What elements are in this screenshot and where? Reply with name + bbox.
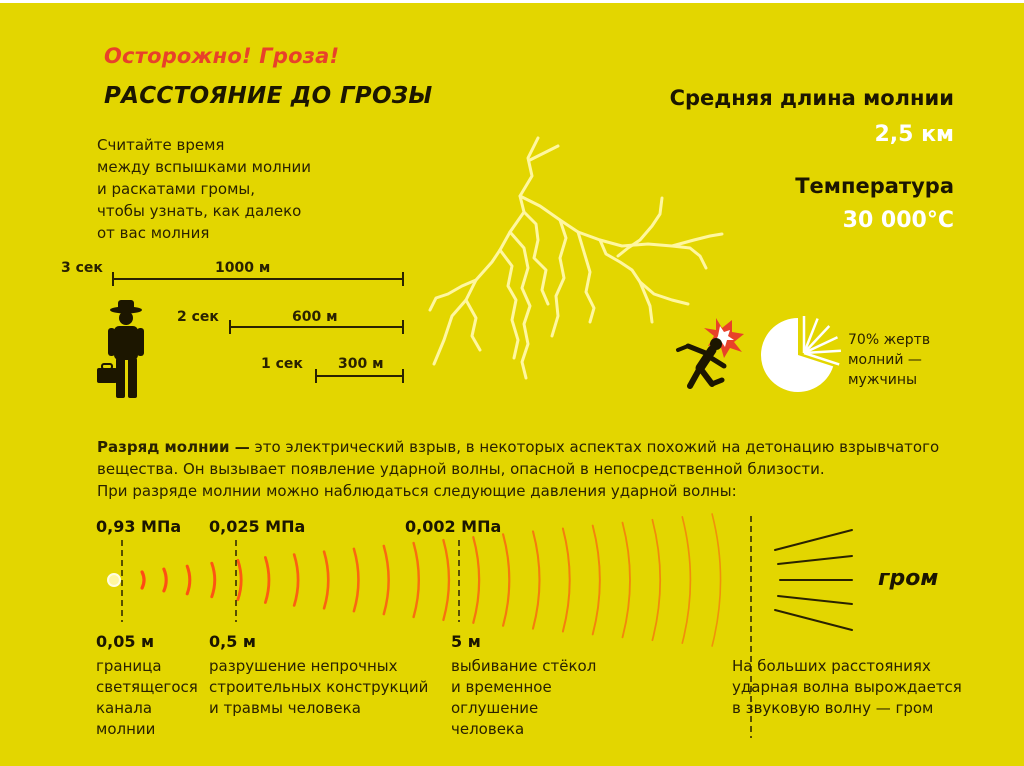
wave-arc [265, 558, 269, 603]
wave-arc [294, 555, 298, 606]
description-line-3: При разряде молнии можно наблюдаться следующие давления ударной волны: [97, 482, 737, 500]
man-icon [97, 300, 144, 398]
shock-wave [108, 514, 852, 738]
victims-line: молний — [848, 352, 922, 368]
wave-arc [503, 534, 509, 625]
distance-scale [113, 272, 403, 383]
lightning-length-value: 2,5 км [874, 122, 954, 147]
wave-arc [354, 549, 359, 611]
wave-arc [682, 517, 690, 643]
wave-arc [187, 566, 190, 594]
thunder-label: гром [878, 566, 939, 591]
note-line: оглушение [451, 699, 539, 717]
page-title: РАССТОЯНИЕ ДО ГРОЗЫ [104, 83, 433, 109]
description-lead: Разряд молнии — [97, 438, 250, 456]
note-line: и травмы человека [209, 699, 361, 717]
wave-arc [443, 540, 449, 620]
wave-arc [238, 560, 241, 599]
pie-slice-men [761, 318, 833, 392]
pie-ray [804, 326, 829, 353]
lightning-bolt [430, 138, 722, 378]
wave-arc [652, 520, 660, 640]
victims-pie-chart [761, 316, 841, 392]
note-line: и временное [451, 678, 552, 696]
note-line: молнии [96, 720, 156, 738]
instructions-line: и раскатами громы, [97, 180, 255, 198]
distance-markers [122, 516, 751, 738]
pressure-0-025: 0,025 МПа [209, 517, 306, 536]
distance-5: 5 м [451, 632, 481, 651]
note-line: в звуковую волну — гром [732, 699, 934, 717]
scale-time-2s: 2 сек [177, 309, 219, 325]
pressure-0-93: 0,93 МПа [96, 517, 182, 536]
note-line: человека [451, 720, 525, 738]
wave-arc [212, 563, 215, 596]
wave-arcs [142, 514, 720, 646]
note-line: На больших расстояниях [732, 657, 931, 675]
scale-distance-600m: 600 м [292, 309, 338, 325]
note-line: строительных конструкций [209, 678, 429, 696]
wave-arc [623, 523, 631, 638]
instructions-line: чтобы узнать, как далеко [97, 202, 302, 220]
instructions-line: от вас молния [97, 224, 210, 242]
distance-0-5: 0,5 м [209, 632, 256, 651]
instructions-line: Считайте время [97, 136, 225, 154]
wave-arc [563, 529, 570, 632]
note-line: ударная волна вырождается [732, 678, 962, 696]
note-line: канала [96, 699, 153, 717]
kicker-text: Осторожно! Гроза! [104, 44, 340, 68]
victims-line: 70% жертв [848, 332, 931, 348]
pie-minor-rays [804, 316, 841, 364]
wave-arc [533, 531, 540, 628]
wave-arc [712, 514, 720, 646]
wave-arc [164, 569, 166, 591]
description-line-2: вещества. Он вызывает появление ударной волны, опасной в непосредственной близости. [97, 460, 825, 478]
scale-distance-1000m: 1000 м [215, 260, 271, 276]
wave-arc [593, 526, 600, 635]
scale-distance-300m: 300 м [338, 356, 384, 372]
wave-arc [414, 543, 419, 617]
pressure-0-002: 0,002 МПа [405, 517, 502, 536]
lightning-channel-dot [108, 574, 120, 586]
victims-line: мужчины [848, 372, 918, 388]
note-line: разрушение непрочных [209, 657, 398, 675]
lightning-length-label: Средняя длина молнии [669, 86, 954, 110]
wave-arc [384, 546, 389, 614]
wave-arc [473, 537, 479, 623]
scale-time-3s: 3 сек [61, 260, 103, 276]
instructions-line: между вспышками молнии [97, 158, 312, 176]
note-line: выбивание стёкол [451, 657, 597, 675]
temperature-value: 30 000°С [842, 208, 954, 233]
scale-time-1s: 1 сек [261, 356, 303, 372]
wave-arc [142, 572, 144, 588]
note-line: граница [96, 657, 162, 675]
temperature-label: Температура [795, 174, 954, 198]
wave-arc [324, 552, 328, 609]
description-line-1-rest: это электрический взрыв, в некоторых аспектах похожий на детонацию взрывчатого [249, 438, 940, 456]
distance-0-05: 0,05 м [96, 632, 155, 651]
sound-lines [775, 530, 852, 630]
struck-person-icon [678, 318, 744, 386]
note-line: светящегося [96, 678, 198, 696]
